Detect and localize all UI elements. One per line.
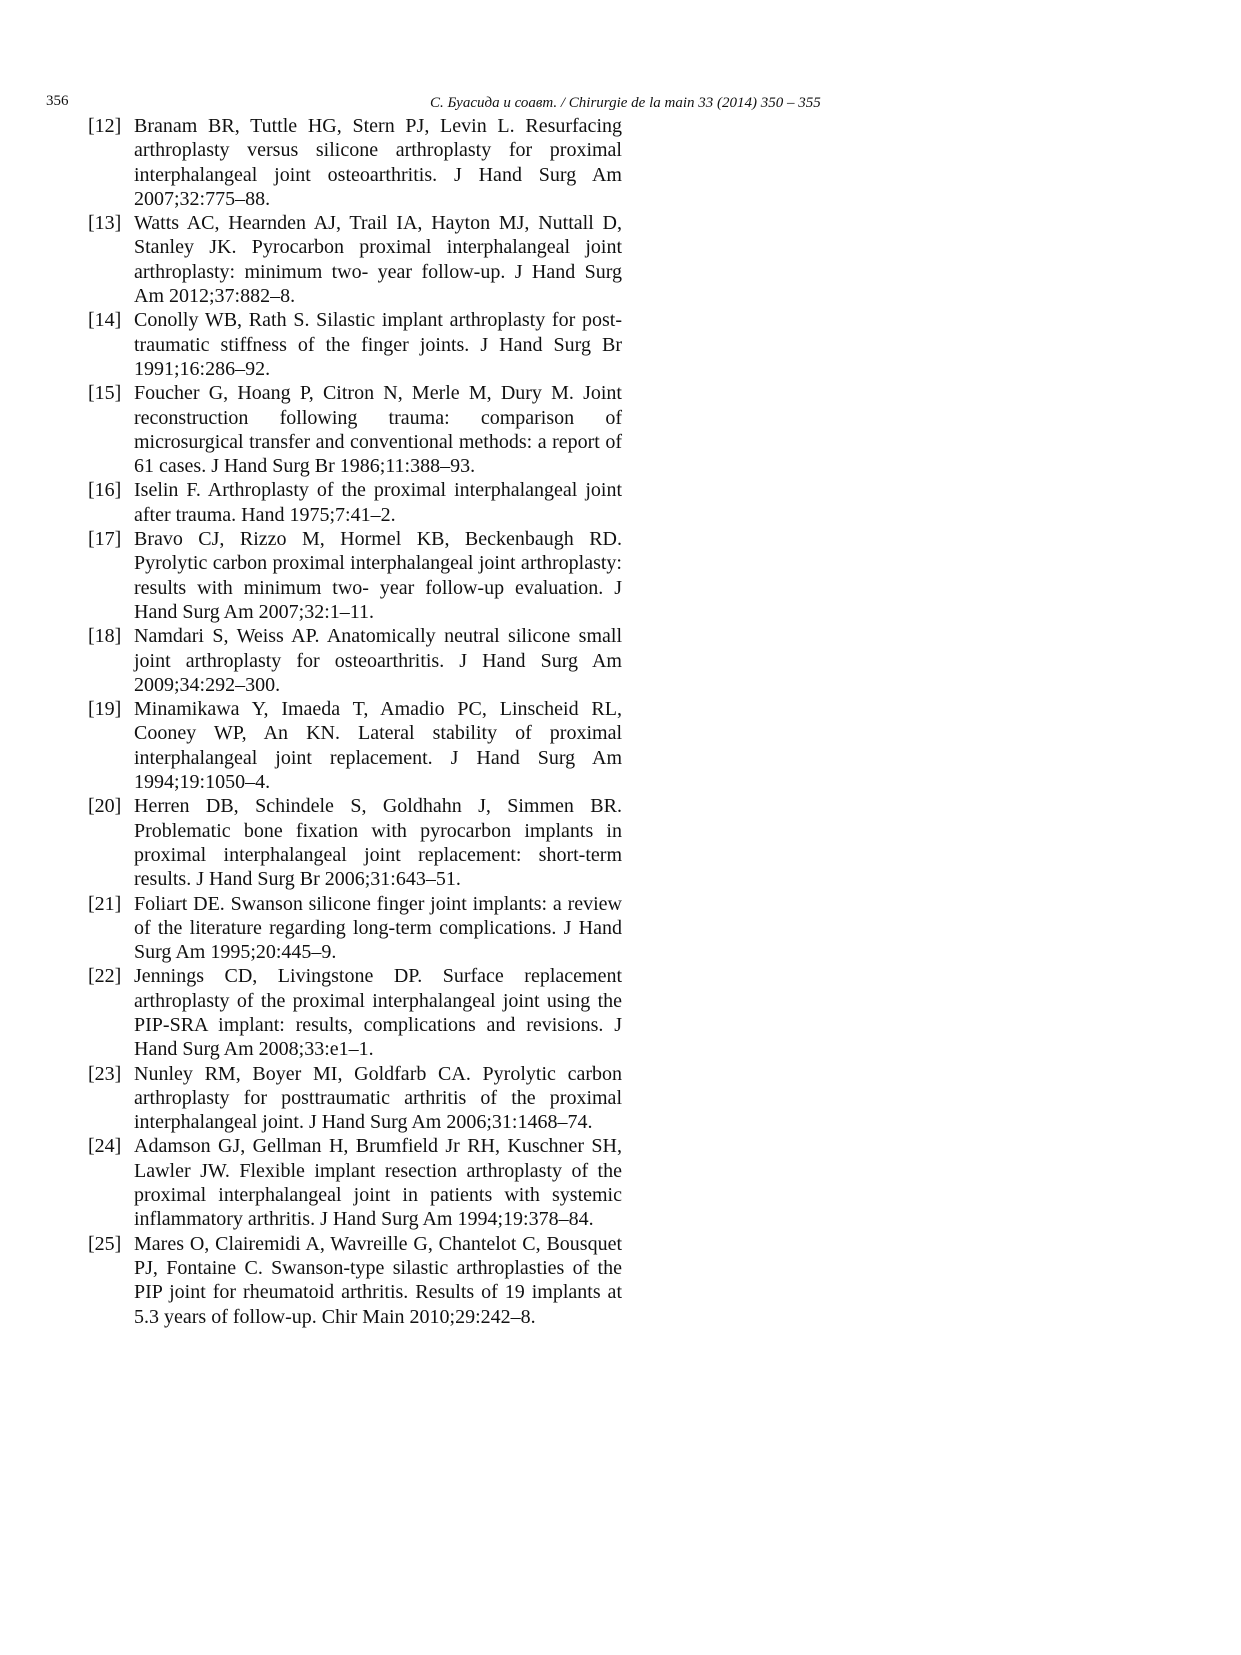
reference-item (88, 1232, 622, 1329)
reference-list (88, 114, 622, 1329)
reference-item (88, 211, 622, 308)
reference-text: Conolly WB, Rath S. Silastic implant arthroplasty for post-traumatic stiffness of the finger joints. J Hand Surg Br 1991;16:286–92. (134, 309, 622, 380)
reference-item (88, 892, 622, 965)
reference-number: [12] (88, 115, 122, 137)
running-header: С. Буасида и соавт. / Chirurgie de la main 33 (2014) 350 – 355 (430, 95, 821, 111)
reference-number: [19] (88, 698, 122, 721)
reference-number: [23] (88, 1062, 122, 1085)
reference-text: Minamikawa Y, Imaeda T, Amadio PC, Linscheid RL, Cooney WP, An KN. Lateral stability of proximal interphalangeal joint replacement. J Hand Surg Am 1994;19:1050–4. (134, 698, 622, 794)
reference-text: Watts AC, Hearnden AJ, Trail IA, Hayton MJ, Nuttall D, Stanley JK. Pyrocarbon proximal interphalangeal joint arthroplasty: minimum two- year follow-up. J Hand Surg Am 2012;37:882–8. (134, 212, 622, 308)
reference-number: [21] (88, 892, 122, 915)
reference-text: Namdari S, Weiss AP. Anatomically neutral silicone small joint arthroplasty for osteoarthritis. J Hand Surg Am 2009;34:292–300. (134, 625, 622, 696)
reference-text: Branam BR, Tuttle HG, Stern PJ, Levin L. Resurfacing arthroplasty versus silicone arthroplasty for proximal interphalangeal joint osteoarthritis. J Hand Surg Am 2007;32:775–88. (134, 115, 622, 210)
reference-text: Bravo CJ, Rizzo M, Hormel KB, Beckenbaugh RD. Pyrolytic carbon proximal interphalangeal joint arthroplasty: results with minimum two- year follow-up evaluation. J Hand Surg Am 2007;32:1–11. (134, 528, 622, 623)
reference-text: Foucher G, Hoang P, Citron N, Merle M, Dury M. Joint reconstruction following trauma: comparison of microsurgical transfer and conventional methods: a report of 61 cases. J Hand Surg Br 1986;11:388–93. (134, 382, 622, 478)
reference-number: [16] (88, 479, 122, 502)
reference-number: [22] (88, 965, 122, 988)
page-number: 356 (46, 93, 69, 109)
reference-number: [18] (88, 625, 122, 648)
reference-item (88, 478, 622, 527)
reference-number: [17] (88, 528, 122, 551)
reference-item (88, 624, 622, 697)
reference-item (88, 697, 622, 794)
reference-item (88, 964, 622, 1061)
reference-item (88, 308, 622, 381)
reference-item (88, 527, 622, 624)
reference-text: Herren DB, Schindele S, Goldhahn J, Simmen BR. Problematic bone fixation with pyrocarbon implants in proximal interphalangeal joint replacement: short-term results. J Hand Surg Br 2006;31:643–51. (134, 795, 622, 891)
reference-text: Mares O, Clairemidi A, Wavreille G, Chantelot C, Bousquet PJ, Fontaine C. Swanson-type silastic arthroplasties of the PIP joint for rheumatoid arthritis. Results of 19 implants at 5.3 years of follow-up. Chir Main 2010;29:242–8. (134, 1232, 622, 1328)
reference-number: [25] (88, 1232, 122, 1255)
reference-text: Jennings CD, Livingstone DP. Surface replacement arthroplasty of the proximal interphalangeal joint using the PIP-SRA implant: results, complications and revisions. J Hand Surg Am 2008;33:e1–1. (134, 965, 622, 1061)
reference-item (88, 1062, 622, 1135)
reference-number: [24] (88, 1135, 122, 1158)
reference-text: Nunley RM, Boyer MI, Goldfarb CA. Pyrolytic carbon arthroplasty for posttraumatic arthritis of the proximal interphalangeal joint. J Hand Surg Am 2006;31:1468–74. (134, 1062, 622, 1134)
reference-item (88, 794, 622, 891)
reference-number: [13] (88, 212, 122, 235)
reference-item (88, 381, 622, 478)
reference-text: Adamson GJ, Gellman H, Brumfield Jr RH, Kuschner SH, Lawler JW. Flexible implant resection arthroplasty of the proximal interphalangeal joint in patients with systemic inflammatory arthritis. J Hand Surg Am 1994;19:378–84. (134, 1135, 622, 1231)
reference-text: Iselin F. Arthroplasty of the proximal interphalangeal joint after trauma. Hand 1975;7:41–2. (134, 479, 622, 526)
reference-number: [15] (88, 382, 122, 405)
reference-item (88, 1134, 622, 1231)
reference-text: Foliart DE. Swanson silicone finger joint implants: a review of the literature regarding long-term complications. J Hand Surg Am 1995;20:445–9. (134, 892, 622, 964)
reference-number: [20] (88, 795, 122, 818)
reference-number: [14] (88, 309, 122, 332)
reference-item (88, 114, 622, 211)
